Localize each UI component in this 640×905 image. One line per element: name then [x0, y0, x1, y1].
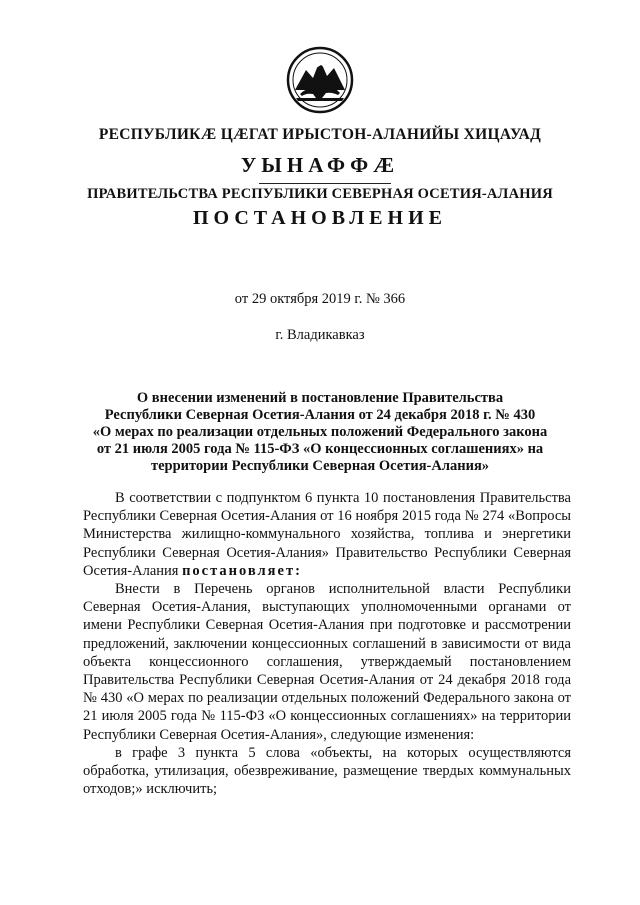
header-line-ossetian: РЕСПУБЛИКӔ ЦӔГАТ ИРЫСТОН-АЛАНИЙЫ ХИЦАУАД — [98, 126, 542, 143]
document-subject — [60, 390, 580, 475]
preamble-text: В соответствии с подпунктом 6 пункта 10 постановления Правительства Республики Северная Осетия-Алания от 16 ноября 2015 года № 274 «Вопросы Министерства жилищно-коммунального хозяйства, топлива и энергетики Республики Северная Осетия-Алания» Правительство Республики Северная Осетия-Алания — [83, 490, 571, 579]
body-paragraph-preamble — [83, 489, 571, 580]
body-paragraph-main: Внести в Перечень органов исполнительной власти Республики Северная Осетия-Алания, выступающих уполномоченными органами от имени Республики Северная Осетия-Алания при подготовке и рассмотрении предложений, заключении концессионных соглашений в зависимости от вида объекта концессионного соглашения, утверждаемый постановлением Правительства Республики Северная Осетия-Алания от 24 декабря 2018 года № 430 «О мерах по реализации отдельных положений Федерального закона от 21 июля 2005 года № 115-ФЗ «О концессионных соглашениях» на территории Республики Северная Осетия-Алания», следующие изменения: — [83, 581, 571, 743]
subject-line: от 21 июля 2005 года № 115-ФЗ «О концессионных соглашениях» на — [96, 441, 544, 457]
header-title-russian: ПОСТАНОВЛЕНИЕ — [193, 207, 447, 229]
body-paragraph-amendment: в графе 3 пункта 5 слова «объекты, на которых осуществляются обработка, утилизация, обезвреживание, размещение твердых коммунальных отходов;» исключить; — [83, 744, 571, 798]
header-line-russian: ПРАВИТЕЛЬСТВА РЕСПУБЛИКИ СЕВЕРНАЯ ОСЕТИЯ-АЛАНИЯ — [87, 186, 553, 202]
resolves-keyword: постановляет: — [182, 562, 302, 579]
coat-of-arms-emblem — [286, 46, 354, 114]
document-city: г. Владикавказ — [275, 327, 365, 343]
header-title-ossetian: УЫНАФФӔ — [240, 153, 400, 177]
document-body — [83, 489, 571, 798]
subject-line: О внесении изменений в постановление Правительства — [136, 390, 504, 406]
subject-line: «О мерах по реализации отдельных положений Федерального закона — [92, 424, 548, 440]
subject-line: Республики Северная Осетия-Алания от 24 декабря 2018 г. № 430 — [104, 407, 536, 423]
header-divider — [259, 183, 391, 184]
subject-line: территории Республики Северная Осетия-Алания» — [150, 458, 490, 474]
document-date-number: от 29 октября 2019 г. № 366 — [234, 291, 406, 307]
